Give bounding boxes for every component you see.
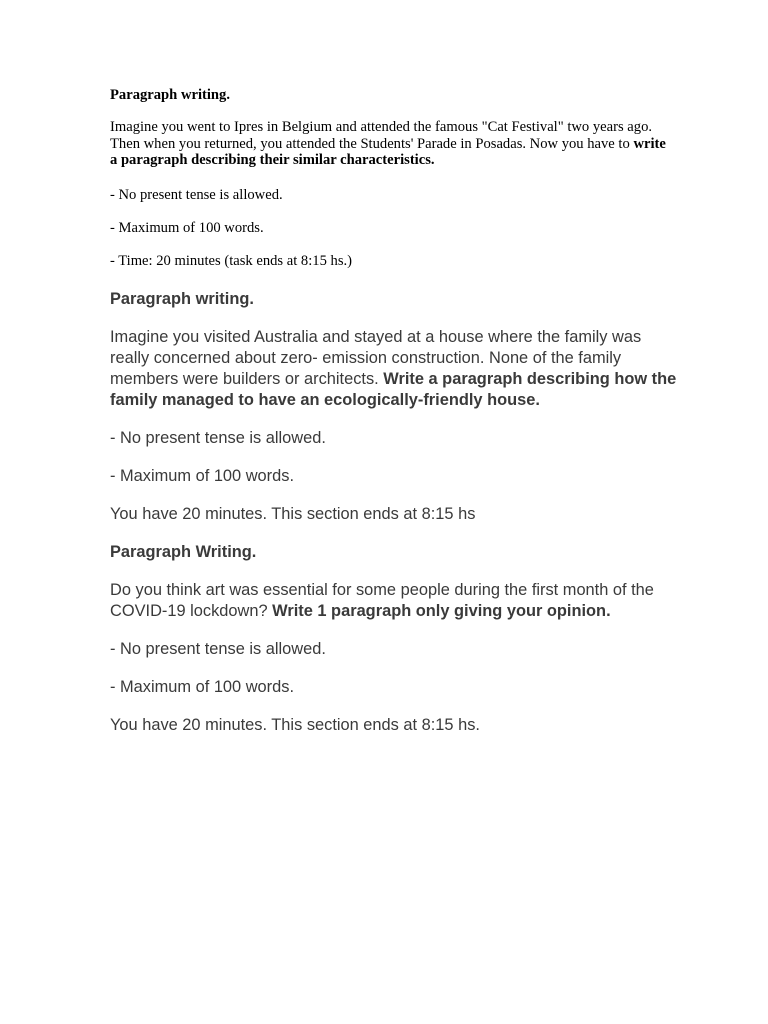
rule-tense: - No present tense is allowed. [110,429,326,447]
task-section-3 [110,542,680,736]
section-title: Paragraph writing. [110,290,254,308]
rule-word-limit: - Maximum of 100 words. [110,219,264,236]
task-section-2 [110,289,680,525]
section-title: Paragraph writing. [110,87,230,103]
section-title: Paragraph Writing. [110,543,257,561]
prompt-instruction: Write a paragraph describing how the family managed to have an ecologically-friendly house. [110,370,677,409]
prompt-instruction: write a paragraph describing their similar characteristics. [110,135,666,168]
time-note: You have 20 minutes. This section ends at 8:15 hs [110,505,476,523]
task-prompt [110,327,680,411]
time-note: You have 20 minutes. This section ends at 8:15 hs. [110,716,480,734]
task-prompt [110,119,670,169]
rule-word-limit: - Maximum of 100 words. [110,678,294,696]
rule-word-limit: - Maximum of 100 words. [110,467,294,485]
prompt-text: Do you think art was essential for some people during the first month of the COVID-19 lockdown? [110,581,654,620]
rule-time: - Time: 20 minutes (task ends at 8:15 hs.) [110,252,353,269]
prompt-instruction: Write 1 paragraph only giving your opinion. [272,602,611,620]
prompt-text: Imagine you visited Australia and stayed at a house where the family was really concerned about zero- emission construction. None of the family members were builders or architects. [110,328,642,388]
rule-tense: - No present tense is allowed. [110,640,326,658]
prompt-text: Imagine you went to Ipres in Belgium and attended the famous "Cat Festival" two years ago. Then when you returned, you attended the Students' Parade in Posadas. Now you have to [110,119,653,152]
rule-tense: - No present tense is allowed. [110,186,283,203]
task-prompt [110,580,680,622]
task-section-1 [110,86,670,270]
